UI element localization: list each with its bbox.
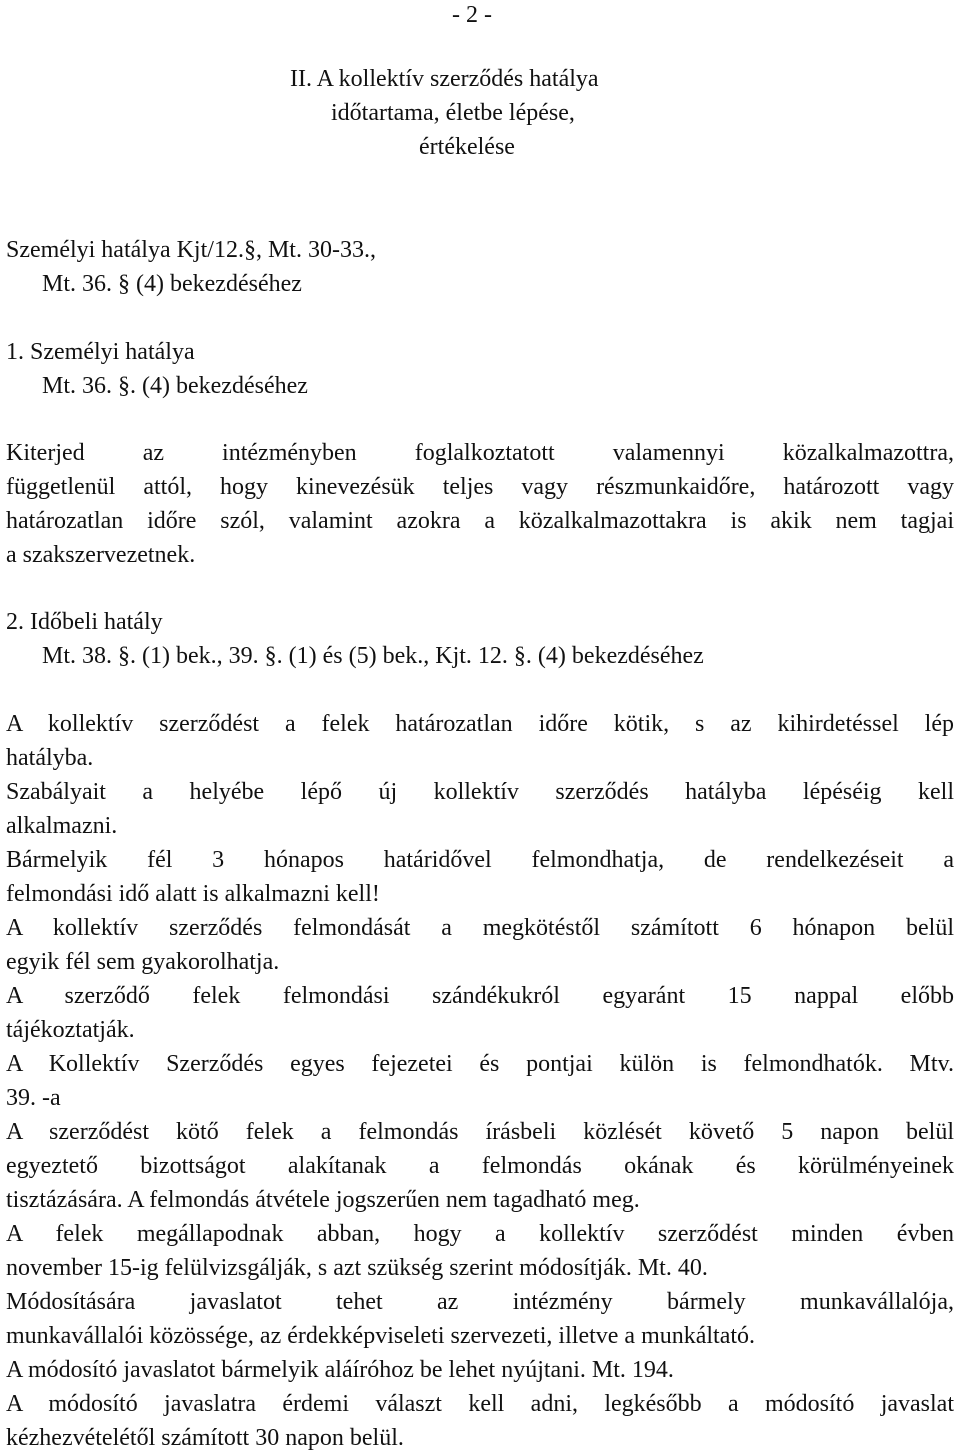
section-1-paragraph-line: Kiterjed az intézményben foglalkoztatott valamennyi közalkalmazottra, <box>6 440 954 466</box>
section-2-paragraph-line: egyeztető bizottságot alakítanak a felmondás okának és körülményeinek <box>6 1153 954 1179</box>
section-2-paragraph-line: november 15-ig felülvizsgálják, s azt szükség szerint módosítják. Mt. 40. <box>6 1255 708 1281</box>
section-2-paragraph-line: tisztázására. A felmondás átvétele jogszerűen nem tagadható meg. <box>6 1187 640 1213</box>
section-1-paragraph-line: a szakszervezetnek. <box>6 542 196 568</box>
section-2-paragraph-line: A szerződő felek felmondási szándékukról egyaránt 15 nappal előbb <box>6 983 954 1009</box>
reference-line-1: Személyi hatálya Kjt/12.§, Mt. 30-33., <box>6 237 376 263</box>
section-2-heading: 2. Időbeli hatály <box>6 609 163 635</box>
section-2-paragraph-line: alkalmazni. <box>6 813 118 839</box>
section-2-paragraph-line: 39. -a <box>6 1085 61 1111</box>
chapter-title-line-3: értékelése <box>419 134 515 160</box>
section-1-reference: Mt. 36. §. (4) bekezdéséhez <box>42 373 308 399</box>
section-2-paragraph-line: A módosító javaslatra érdemi választ kell adni, legkésőbb a módosító javaslat <box>6 1391 954 1417</box>
section-2-paragraph-line: Bármelyik fél 3 hónapos határidővel felmondhatja, de rendelkezéseit a <box>6 847 954 873</box>
section-2-paragraph-line: A kollektív szerződés felmondását a megkötéstől számított 6 hónapon belül <box>6 915 954 941</box>
section-1-heading: 1. Személyi hatálya <box>6 339 195 365</box>
section-2-paragraph-line: A szerződést kötő felek a felmondás írásbeli közlését követő 5 napon belül <box>6 1119 954 1145</box>
section-2-paragraph-line: tájékoztatják. <box>6 1017 135 1043</box>
section-2-paragraph-line: felmondási idő alatt is alkalmazni kell! <box>6 881 380 907</box>
section-2-paragraph-line: hatályba. <box>6 745 94 771</box>
section-1-paragraph-line: határozatlan időre szól, valamint azokra a közalkalmazottakra is akik nem tagjai <box>6 508 954 534</box>
section-2-paragraph-line: Módosítására javaslatot tehet az intézmény bármely munkavállalója, <box>6 1289 954 1315</box>
page-number: - 2 - <box>452 2 492 28</box>
chapter-title-line-2: időtartama, életbe lépése, <box>331 100 575 126</box>
section-2-paragraph-line: A kollektív szerződést a felek határozatlan időre kötik, s az kihirdetéssel lép <box>6 711 954 737</box>
section-2-paragraph-line: Szabályait a helyébe lépő új kollektív szerződés hatályba lépéséig kell <box>6 779 954 805</box>
section-2-paragraph-line: A felek megállapodnak abban, hogy a kollektív szerződést minden évben <box>6 1221 954 1247</box>
reference-line-2: Mt. 36. § (4) bekezdéséhez <box>42 271 302 297</box>
section-2-paragraph-line: A Kollektív Szerződés egyes fejezetei és pontjai külön is felmondhatók. Mtv. <box>6 1051 954 1077</box>
section-1-paragraph-line: függetlenül attól, hogy kinevezésük teljes vagy részmunkaidőre, határozott vagy <box>6 474 954 500</box>
section-2-reference: Mt. 38. §. (1) bek., 39. §. (1) és (5) bek., Kjt. 12. §. (4) bekezdéséhez <box>42 643 704 669</box>
section-2-paragraph-line: egyik fél sem gyakorolhatja. <box>6 949 280 975</box>
section-2-paragraph-line: munkavállalói közössége, az érdekképviseleti szervezeti, illetve a munkáltató. <box>6 1323 756 1349</box>
chapter-title-line-1: II. A kollektív szerződés hatálya <box>290 66 599 92</box>
section-2-paragraph-line: A módosító javaslatot bármelyik aláíróhoz be lehet nyújtani. Mt. 194. <box>6 1357 674 1383</box>
section-2-paragraph-line: kézhezvételétől számított 30 napon belül. <box>6 1425 404 1451</box>
